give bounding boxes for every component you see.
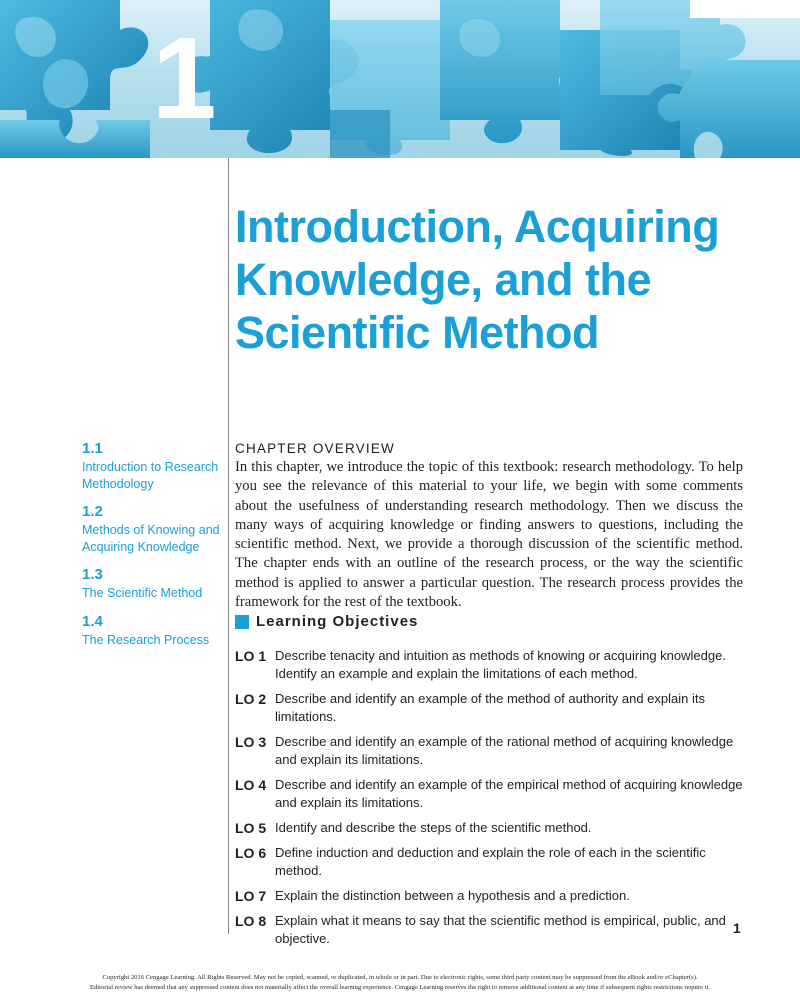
learning-objectives-heading [235,613,418,630]
objective-text: Describe tenacity and intuition as methods of knowing or acquiring knowledge. Identify an example and explain the limitations of each method. [275,648,726,681]
learning-objectives-list [235,647,755,955]
sidebar-section [82,440,227,492]
objective-text: Describe and identify an example of the empirical method of acquiring knowledge and explain its limitations. [275,777,743,810]
objective-text: Define induction and deduction and explain the role of each in the scientific method. [275,845,706,878]
objective-label: LO 4 [235,777,267,793]
chapter-number: 1 [152,13,215,143]
objective-label: LO 3 [235,734,267,750]
chapter-overview-heading: CHAPTER OVERVIEW [235,441,395,456]
objective-text: Explain what it means to say that the scientific method is empirical, public, and objective. [275,913,726,946]
column-divider [228,158,229,934]
chapter-banner-image [0,0,800,158]
copyright-line: Copyright 2016 Cengage Learning. All Rights Reserved. May not be copied, scanned, or duplicated, in whole or in part. Due to electronic rights, some third party content may be suppressed from the eBook and/or eChapter(s). [102,974,698,981]
section-number: 1.2 [82,503,103,520]
section-title: Introduction to Research Methodology [82,460,219,491]
learning-objective [235,776,755,812]
objective-label: LO 8 [235,913,267,929]
section-number: 1.1 [82,440,103,457]
square-bullet-icon [235,615,249,629]
learning-objective [235,690,755,726]
objective-text: Describe and identify an example of the rational method of acquiring knowledge and explain its limitations. [275,734,734,767]
copyright-notice [20,973,780,993]
section-number: 1.3 [82,566,103,583]
objective-label: LO 5 [235,820,267,836]
puzzle-pieces-illustration [0,0,800,158]
objective-label: LO 1 [235,648,267,664]
objective-text: Describe and identify an example of the method of authority and explain its limitations. [275,691,705,724]
learning-objective [235,887,755,905]
section-title: The Scientific Method [82,586,203,600]
chapter-title: Introduction, Acquiring Knowledge, and the Scientific Method [235,201,720,358]
objective-text: Identify and describe the steps of the scientific method. [275,820,592,835]
chapter-overview-text: In this chapter, we introduce the topic of this textbook: research methodology. To help you see the relevance of this material to your life, we begin with some comments about the usefulness of understanding research methodology. Then we discuss the many ways of acquiring knowledge or finding answers to questions, including the scientific method. Next, we provide a thorough discussion of the scientific method. The chapter ends with an outline of the research process, or the way the scientific method is applied to answer a particular question. The research process provides the framework for the rest of the textbook. [235,459,743,611]
objective-label: LO 6 [235,845,267,861]
learning-objective [235,819,755,837]
section-title: The Research Process [82,632,210,647]
section-number: 1.4 [82,612,103,630]
section-outline-sidebar [82,440,227,659]
sidebar-section [82,566,227,602]
sidebar-section [82,503,227,555]
learning-objectives-title: Learning Objectives [256,613,419,630]
objective-text: Explain the distinction between a hypothesis and a prediction. [275,888,630,903]
copyright-line: Editorial review has deemed that any suppressed content does not materially affect the overall learning experience. Cengage Learning reserves the right to remove additional content at any time if subsequent rights restrictions require it. [89,984,711,991]
page-number: 1 [733,920,741,936]
sidebar-section [82,613,227,649]
learning-objective [235,912,755,948]
learning-objective [235,844,755,880]
objective-label: LO 7 [235,888,267,904]
section-title: Methods of Knowing and Acquiring Knowledge [82,523,220,554]
learning-objective [235,647,755,683]
objective-label: LO 2 [235,691,267,707]
learning-objective [235,733,755,769]
